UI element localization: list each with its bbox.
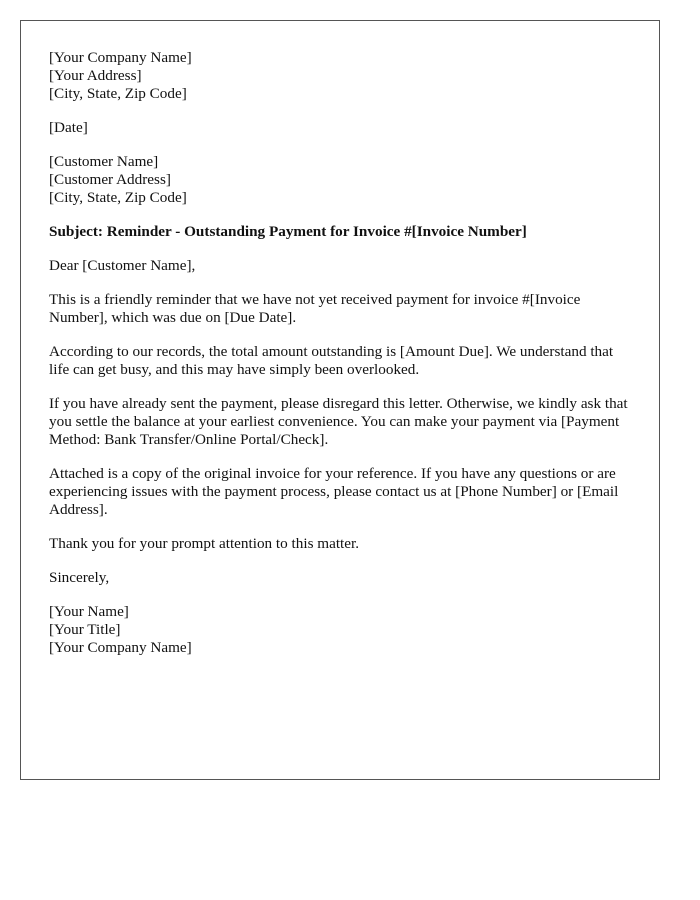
letter-date: [Date] [49,119,88,136]
date-block [49,119,631,137]
greeting: Dear [Customer Name], [49,257,196,274]
body-paragraph: If you have already sent the payment, please disregard this letter. Otherwise, we kindly ask that you settle the balance at your earliest convenience. You can make your payment via [Payment Method: Bank Transfer/Online Portal/Check]. [49,395,628,448]
sender-address: [Your Address] [49,67,142,84]
body-paragraph: This is a friendly reminder that we have not yet received payment for invoice #[Invoice Number], which was due on [Due Date]. [49,291,581,326]
subject-line: Subject: Reminder - Outstanding Payment for Invoice #[Invoice Number] [49,223,527,240]
sender-company: [Your Company Name] [49,49,192,66]
recipient-block [49,153,631,207]
closing: Sincerely, [49,569,110,586]
letter-page [20,20,660,780]
signature-block [49,603,631,657]
body-paragraph: Attached is a copy of the original invoice for your reference. If you have any questions or are experiencing issues with the payment process, please contact us at [Phone Number] or [Email Address]. [49,465,619,518]
signature-name: [Your Name] [49,603,129,620]
sender-block [49,49,631,103]
recipient-address: [Customer Address] [49,171,171,188]
recipient-name: [Customer Name] [49,153,159,170]
signature-company: [Your Company Name] [49,639,192,656]
body-paragraph: Thank you for your prompt attention to this matter. [49,535,360,552]
body-paragraph: According to our records, the total amount outstanding is [Amount Due]. We understand that life can get busy, and this may have simply been overlooked. [49,343,614,378]
signature-title: [Your Title] [49,621,121,638]
sender-city-state-zip: [City, State, Zip Code] [49,85,187,102]
recipient-city-state-zip: [City, State, Zip Code] [49,189,187,206]
